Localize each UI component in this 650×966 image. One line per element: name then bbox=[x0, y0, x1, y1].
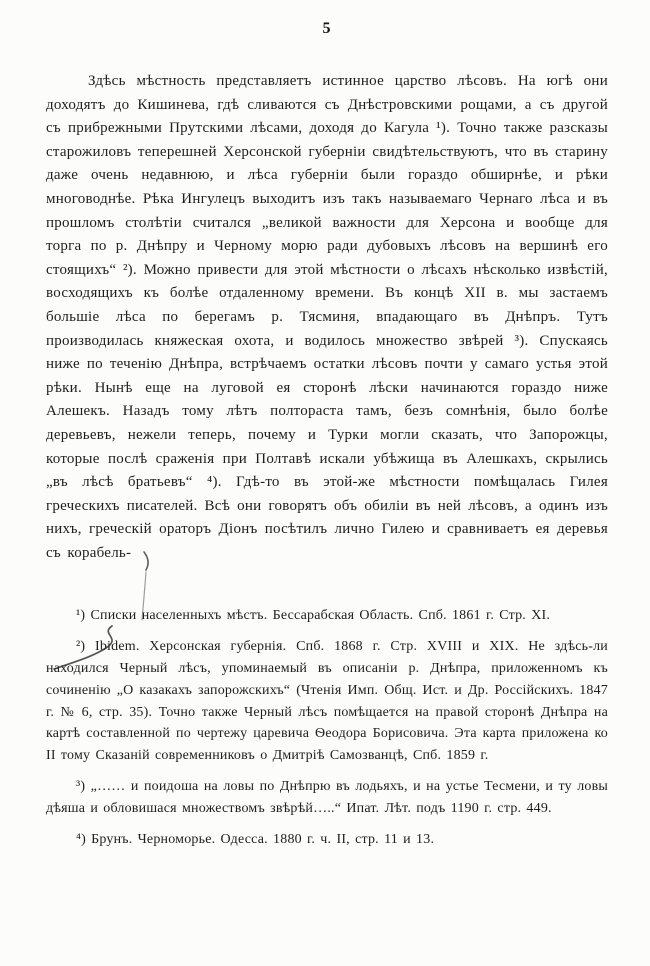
footnote-2: ²) Ibidem. Херсонская губернія. Спб. 1868 г. Стр. XVIII и XIX. Не здѣсь-ли находился Черный лѣсъ, упоминаемый въ описаніи р. Днѣпра, приложенномъ къ сочиненію „О казакахъ запорожскихъ“ (Чтенія Имп. Общ. Ист. и Др. Россійскихъ. 1847 г. № 6, стр. 35). Точно также Черный лѣсъ помѣщается на правой сторонѣ Днѣпра на картѣ составленной по чертежу царевича Ѳеодора Борисовича. Эта карта приложена ко II тому Сказаній современниковъ о Дмитріѣ Самозванцѣ, Спб. 1859 г. bbox=[46, 639, 608, 764]
main-paragraph: Здѣсь мѣстность представляетъ истинное царство лѣсовъ. На югѣ они доходятъ до Кишинева, гдѣ сливаются съ Днѣстровскими рощами, а съ другой съ прибрежными Прутскими лѣсами, доходя до Кагула ¹). Точно также разсказы старожиловъ теперешней Херсонской губерніи свидѣтельствуютъ, что въ старину даже очень недавнюю, и лѣса губерніи были гораздо обширнѣе, и рѣки многоводнѣе. Рѣка Ингулецъ выходитъ изъ такъ называемаго Чернаго лѣса и въ прошломъ столѣтіи считался „великой важности для Херсона и вообще для торга по р. Днѣпру и Черному морю ради дубовыхъ лѣсовъ на вершинѣ его стоящихъ“ ²). Можно привести для этой мѣстности о лѣсахъ нѣсколько извѣстій, восходящихъ къ болѣе отдаленному времени. Въ концѣ XII в. мы застаемъ большіе лѣса по берегамъ р. Тясминя, впадающаго въ Днѣпръ. Тутъ производилась княжеская охота, и водилось множество звѣрей ³). Спускаясь ниже по теченію Днѣпра, встрѣчаемъ остатки лѣсовъ почти у самаго устья этой рѣки. Нынѣ еще на луговой ея сторонѣ лѣски начинаются гораздо ниже Алешекъ. Назадъ тому лѣтъ полтораста тамъ, безъ сомнѣнія, было болѣе деревьевъ, нежели теперь, почему и Турки могли сказать, что Запорожцы, которые послѣ сраженія при Полтавѣ искали убѣжища въ Алешкахъ, скрылись „въ лѣсѣ братьевъ“ ⁴). Гдѣ-то въ этой-же мѣстности помѣщалась Гилея греческихъ писателей. Всѣ они говорятъ объ обиліи въ ней лѣсовъ, а одинъ изъ нихъ, греческій ораторъ Діонъ посѣтилъ лично Гилею и сравниваетъ ея деревья съ корабель- bbox=[46, 73, 608, 561]
footnote-4: ⁴) Брунъ. Черноморье. Одесса. 1880 г. ч. II, стр. 11 и 13. bbox=[76, 831, 435, 847]
footnote-1: ¹) Списки населенныхъ мѣстъ. Бессарабская Область. Спб. 1861 г. Стр. XI. bbox=[76, 608, 551, 624]
page-number: 5 bbox=[322, 20, 332, 37]
footnotes-section bbox=[46, 605, 608, 850]
footnote-3: ³) „…… и поидоша на ловы по Днѣпрю въ лодьяхъ, и на устье Тесмени, и ту ловы дѣяша и обловишася множествомъ звѣрѣй…..“ Ипат. Лѣт. подъ 1190 г. стр. 449. bbox=[46, 779, 608, 816]
